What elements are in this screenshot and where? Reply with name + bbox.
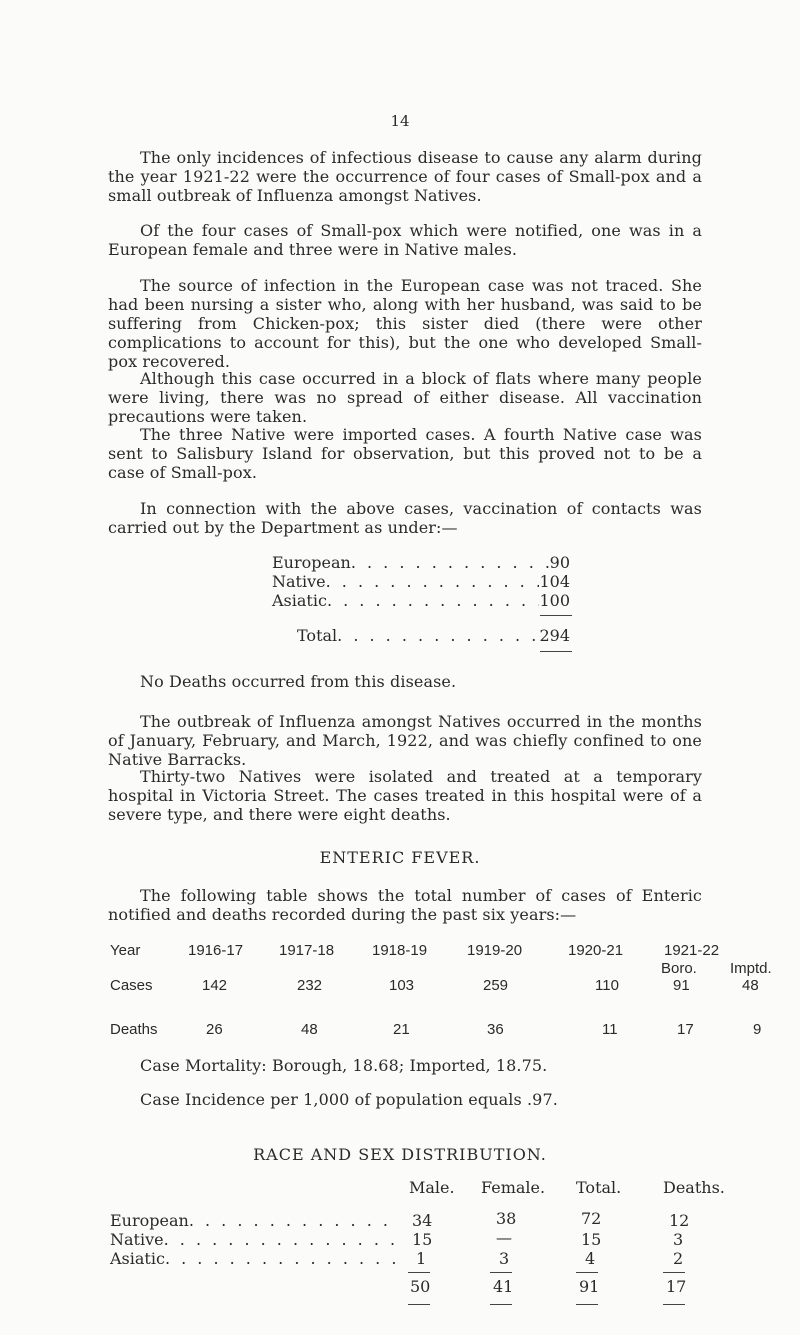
vaccination-row <box>272 591 570 610</box>
deaths-total: 17 <box>666 1277 687 1296</box>
cases-cell: 91 <box>673 977 690 994</box>
vaccination-row <box>272 553 570 572</box>
totals-rule-bottom <box>576 1304 598 1305</box>
race-row <box>110 1249 400 1268</box>
race-row <box>110 1211 400 1230</box>
col-header-male: Male. <box>409 1178 455 1197</box>
paragraph-6: In connection with the above cases, vaccination of contacts was carried out by the Department as under:— <box>108 499 702 537</box>
cases-cell: 232 <box>297 977 323 994</box>
male-cell: 15 <box>412 1230 433 1249</box>
deaths-label: Deaths <box>110 1021 158 1038</box>
vaccination-total-label: Total <box>297 626 338 645</box>
year-cell: 1920-21 <box>568 942 624 959</box>
male-cell: 34 <box>412 1211 433 1230</box>
vaccination-total-value: 294 <box>539 626 570 645</box>
deaths-cell: 9 <box>753 1021 762 1038</box>
col-header-total: Total. <box>576 1178 622 1197</box>
paragraph-5: The three Native were imported cases. A fourth Native case was sent to Salisbury Island for observation, but this proved not to be a case of Small-pox. <box>108 425 702 482</box>
female-cell: — <box>496 1228 512 1247</box>
totals-rule-bottom <box>490 1304 512 1305</box>
cases-label: Cases <box>110 977 153 994</box>
cases-cell: 110 <box>595 977 619 994</box>
total-cell: 72 <box>581 1209 602 1228</box>
paragraph-7: No Deaths occurred from this disease. <box>140 672 457 691</box>
race-sex-heading: RACE AND SEX DISTRIBUTION. <box>253 1145 547 1164</box>
vaccination-value: 90 <box>549 553 570 572</box>
total-rule-top <box>540 615 572 616</box>
deaths-cell: 48 <box>301 1021 318 1038</box>
totals-rule-top <box>576 1272 598 1273</box>
deaths-cell: 11 <box>602 1021 618 1038</box>
case-incidence: Case Incidence per 1,000 of population equals .97. <box>140 1090 558 1109</box>
deaths-cell: 17 <box>677 1021 694 1038</box>
deaths-cell: 3 <box>673 1230 684 1249</box>
paragraph-8: The outbreak of Influenza amongst Natives occurred in the months of January, February, and March, 1922, and was chiefly confined to one Native Barracks. <box>108 712 702 769</box>
paragraph-3: The source of infection in the European case was not traced. She had been nursing a sister who, along with her husband, was said to be suffering from Chicken-pox; this sister died (there were other complications to account for this), but the one who developed Small-pox recovered. <box>108 276 702 371</box>
deaths-cell: 26 <box>206 1021 223 1038</box>
year-cell: 1921-22 <box>664 942 720 959</box>
female-cell: 3 <box>499 1249 510 1268</box>
enteric-intro: The following table shows the total number of cases of Enteric notified and deaths recorded during the past six years:— <box>108 886 702 924</box>
year-cell: 1919-20 <box>467 942 523 959</box>
female-cell: 38 <box>496 1209 517 1228</box>
cases-cell: 259 <box>483 977 509 994</box>
cases-cell: 103 <box>389 977 415 994</box>
paragraph-1: The only incidences of infectious disease to cause any alarm during the year 1921-22 were the occurrence of four cases of Small-pox and a small outbreak of Influenza amongst Natives. <box>108 148 702 205</box>
year-cell: 1916-17 <box>188 942 244 959</box>
total-rule-bottom <box>540 651 572 652</box>
race-label: Asiatic <box>110 1249 165 1268</box>
female-total: 41 <box>493 1277 514 1296</box>
male-total: 50 <box>410 1277 431 1296</box>
case-mortality: Case Mortality: Borough, 18.68; Imported, 18.75. <box>140 1056 548 1075</box>
subheader-imptd: Imptd. <box>730 960 772 977</box>
totals-rule-top <box>408 1272 430 1273</box>
col-header-deaths: Deaths. <box>663 1178 725 1197</box>
vaccination-label: Asiatic <box>272 591 327 610</box>
cases-cell: 48 <box>742 977 759 994</box>
deaths-cell: 2 <box>673 1249 684 1268</box>
totals-rule-bottom <box>408 1304 430 1305</box>
vaccination-label: Native <box>272 572 326 591</box>
vaccination-value: 104 <box>539 572 570 591</box>
vaccination-row <box>272 572 570 591</box>
deaths-cell: 21 <box>393 1021 410 1038</box>
paragraph-2: Of the four cases of Small-pox which were notified, one was in a European female and three were in Native males. <box>108 221 702 259</box>
race-label: Native <box>110 1230 164 1249</box>
subheader-boro: Boro. <box>661 960 697 977</box>
paragraph-9: Thirty-two Natives were isolated and treated at a temporary hospital in Victoria Street. The cases treated in this hospital were of a severe type, and there were eight deaths. <box>108 767 702 824</box>
vaccination-label: European <box>272 553 351 572</box>
total-cell: 15 <box>581 1230 602 1249</box>
total-cell: 4 <box>585 1249 596 1268</box>
page-number: 14 <box>390 112 410 130</box>
totals-rule-bottom <box>663 1304 685 1305</box>
col-header-female: Female. <box>481 1178 546 1197</box>
paragraph-4: Although this case occurred in a block of flats where many people were living, there was no spread of either disease. All vaccination precautions were taken. <box>108 369 702 426</box>
totals-rule-top <box>663 1272 685 1273</box>
totals-rule-top <box>490 1272 512 1273</box>
year-cell: 1918-19 <box>372 942 428 959</box>
year-label: Year <box>110 942 141 959</box>
deaths-cell: 36 <box>487 1021 504 1038</box>
race-row <box>110 1230 400 1249</box>
vaccination-value: 100 <box>539 591 570 610</box>
year-cell: 1917-18 <box>279 942 335 959</box>
race-label: European <box>110 1211 189 1230</box>
male-cell: 1 <box>416 1249 427 1268</box>
total-total: 91 <box>579 1277 600 1296</box>
deaths-cell: 12 <box>669 1211 690 1230</box>
cases-cell: 142 <box>202 977 228 994</box>
enteric-heading: ENTERIC FEVER. <box>319 848 481 867</box>
vaccination-total-row <box>297 626 570 645</box>
